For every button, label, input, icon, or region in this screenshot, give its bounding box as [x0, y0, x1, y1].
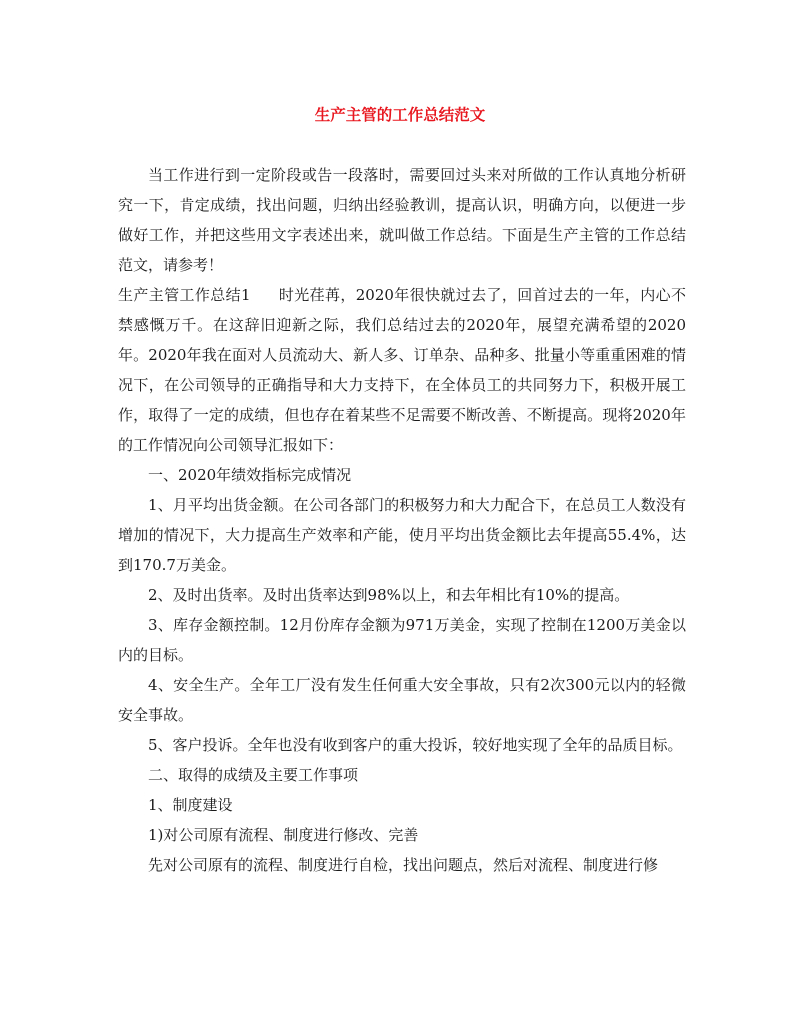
document-title: 生产主管的工作总结范文: [314, 105, 486, 124]
sub1a-text: 先对公司原有的流程、制度进行自检，找出问题点，然后对流程、制度进行修: [148, 856, 659, 874]
sub1a-heading: 1)对公司原有流程、制度进行修改、完善: [148, 826, 419, 844]
item-1: 1、月平均出货金额。在公司各部门的积极努力和大力配合下，在总员工人数没有增加的情况下，大力提高生产效率和产能，使月平均出货金额比去年提高55.4%，达到170.7万美金。: [118, 496, 686, 574]
summary1-heading: 生产主管工作总结1: [118, 286, 251, 304]
item-3: 3、库存金额控制。12月份库存金额为971万美金，实现了控制在1200万美金以内的目标。: [118, 616, 686, 664]
item-4: 4、安全生产。全年工厂没有发生任何重大安全事故，只有2次300元以内的轻微安全事故。: [118, 676, 686, 724]
item-5: 5、客户投诉。全年也没有收到客户的重大投诉，较好地实现了全年的品质目标。: [148, 736, 683, 754]
sub1-heading: 1、制度建设: [148, 796, 233, 814]
section2-heading: 二、取得的成绩及主要工作事项: [148, 766, 359, 784]
document-body: [118, 160, 686, 880]
summary1-paragraph: [118, 280, 686, 460]
item-2: 2、及时出货率。及时出货率达到98%以上，和去年相比有10%的提高。: [148, 586, 630, 604]
intro-paragraph: 当工作进行到一定阶段或告一段落时，需要回过头来对所做的工作认真地分析研究一下，肯定成绩，找出问题，归纳出经验教训，提高认识，明确方向，以便进一步做好工作，并把这些用文字表述出来，就叫做工作总结。下面是生产主管的工作总结范文，请参考！: [118, 166, 686, 274]
section1-heading: 一、2020年绩效指标完成情况: [148, 466, 352, 484]
summary1-text: 时光荏苒，2020年很快就过去了，回首过去的一年，内心不禁感慨万千。在这辞旧迎新之际，我们总结过去的2020年，展望充满希望的2020年。2020年我在面对人员流动大、新人多、订单杂、品种多、批量小等重重困难的情况下，在公司领导的正确指导和大力支持下，在全体员工的共同努力下，积极开展工作，取得了一定的成绩，但也存在着某些不足需要不断改善、不断提高。现将2020年的工作情况向公司领导汇报如下：: [118, 286, 686, 454]
